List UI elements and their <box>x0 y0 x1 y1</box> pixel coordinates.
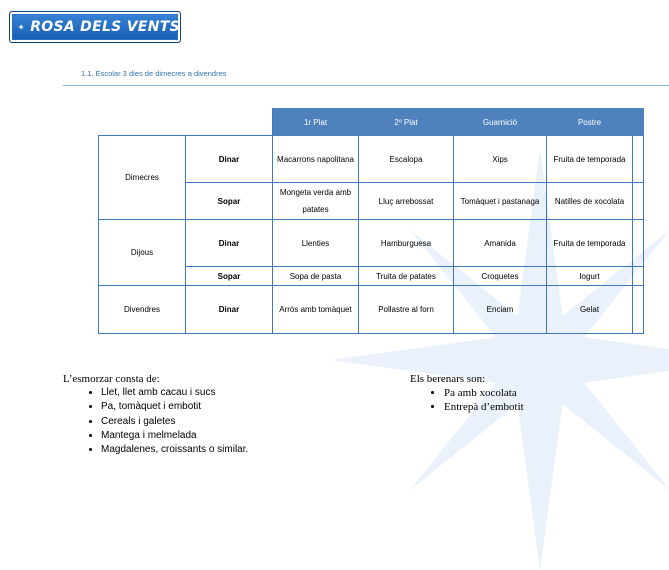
dish-cell: Hamburguesa <box>359 220 454 267</box>
dish-cell: Amanida <box>454 220 547 267</box>
dish-cell: Croquetes <box>454 267 547 286</box>
list-item: • Mantega i melmelada <box>101 429 248 443</box>
snacks-title: Els berenars son: <box>410 373 486 385</box>
spacer-cell <box>633 183 644 220</box>
logo-text: ROSA DELS VENTS <box>30 19 180 35</box>
menu-table <box>98 108 644 334</box>
heading-rule <box>63 85 669 86</box>
table-row <box>99 220 644 267</box>
dish-cell: Truita de patates <box>359 267 454 286</box>
day-cell: Dimecres <box>99 136 186 220</box>
dish-cell: Arròs amb tomàquet <box>273 286 359 334</box>
day-cell: Divendres <box>99 286 186 334</box>
list-item: • Entrepà d’embotit <box>444 400 524 414</box>
dish-cell: Enciam <box>454 286 547 334</box>
table-row <box>99 136 644 183</box>
dish-cell: Iogurt <box>547 267 633 286</box>
column-header: 1r Plat <box>273 109 359 136</box>
dish-cell: Pollastre al forn <box>359 286 454 334</box>
table-corner <box>99 109 273 136</box>
dish-cell: Xips <box>454 136 547 183</box>
column-header: Postre <box>547 109 633 136</box>
dish-cell: Gelat <box>547 286 633 334</box>
spacer-cell <box>633 286 644 334</box>
column-header: Guarnició <box>454 109 547 136</box>
column-header-spacer <box>633 109 644 136</box>
meal-cell: Dinar <box>186 220 273 267</box>
table-row <box>99 286 644 334</box>
dish-cell: Natilles de xocolata <box>547 183 633 220</box>
dish-cell: Escalopa <box>359 136 454 183</box>
snacks-list <box>410 386 524 415</box>
list-item: • Magdalenes, croissants o similar. <box>101 443 248 457</box>
meal-cell: Dinar <box>186 286 273 334</box>
dish-cell: Llenties <box>273 220 359 267</box>
list-item: • Pa, tomàquet i embotit <box>101 400 248 414</box>
section-heading: 1.1. Escolar 3 dies de dimecres a divendres <box>81 69 227 78</box>
meal-cell: Dinar <box>186 136 273 183</box>
meal-cell: Sopar <box>186 267 273 286</box>
breakfast-title: L’esmorzar consta de: <box>63 373 160 385</box>
breakfast-list <box>63 386 248 457</box>
breakfast-section <box>63 373 248 457</box>
list-item: • Pa amb xocolata <box>444 386 524 400</box>
rosa-dels-vents-logo <box>9 11 181 43</box>
meal-cell: Sopar <box>186 183 273 220</box>
column-header: 2º Plat <box>359 109 454 136</box>
dish-cell: Lluç arrebossat <box>359 183 454 220</box>
day-cell: Dijous <box>99 220 186 286</box>
dish-cell: Mongeta verda amb patates <box>273 183 359 220</box>
spacer-cell <box>633 267 644 286</box>
dish-cell: Tomàquet i pastanaga <box>454 183 547 220</box>
dish-cell: Macarrons napolitana <box>273 136 359 183</box>
dish-cell: Fruita de temporada <box>547 136 633 183</box>
list-item: • Llet, llet amb cacau i sucs <box>101 386 248 400</box>
spacer-cell <box>633 136 644 183</box>
table-header-row <box>99 109 644 136</box>
spacer-cell <box>633 220 644 267</box>
snacks-section <box>410 373 524 415</box>
compass-star-icon <box>18 18 24 36</box>
dish-cell: Fruita de temporada <box>547 220 633 267</box>
dish-cell: Sopa de pasta <box>273 267 359 286</box>
list-item: • Cereals i galetes <box>101 415 248 429</box>
